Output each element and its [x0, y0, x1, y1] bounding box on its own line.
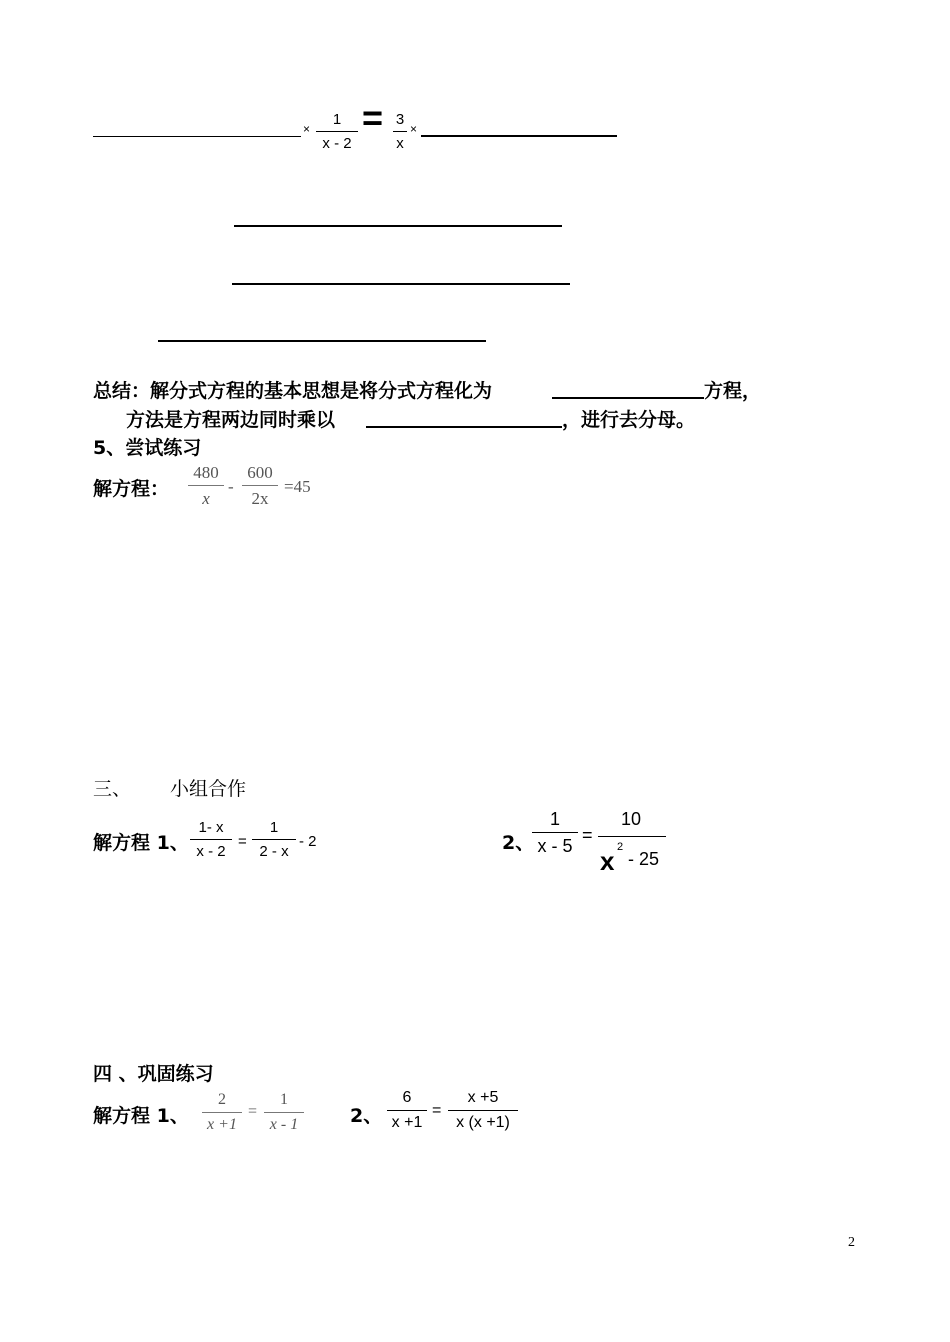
fraction-denominator: x - 2	[322, 135, 352, 152]
fraction-denominator: x	[202, 489, 210, 508]
fraction-numerator: 2	[218, 1091, 226, 1108]
equals-sign: =	[362, 97, 384, 138]
answer-blank-right[interactable]	[421, 135, 617, 137]
fraction-2-over-x-plus-1	[202, 1092, 242, 1133]
equals-sign: =	[248, 1103, 258, 1120]
times-sign: ×	[303, 122, 311, 136]
section-3-problem-2-label: 2、	[502, 832, 535, 854]
fraction-numerator: 6	[402, 1089, 412, 1106]
answer-blank-left[interactable]	[93, 136, 301, 137]
times-sign: ×	[410, 122, 418, 136]
fraction-denominator: x +1	[207, 1116, 237, 1133]
summary-text-1: 总结：解分式方程的基本思想是将分式方程化为	[93, 380, 493, 402]
fraction-numerator: 600	[247, 463, 273, 482]
fraction-bar	[190, 839, 232, 840]
section-5-label: 解方程：	[93, 478, 170, 500]
minus-2: - 2	[299, 833, 317, 850]
minus-sign: -	[228, 477, 234, 496]
equals-sign: =	[238, 833, 247, 850]
section-4-problem-2-label: 2、	[350, 1105, 383, 1127]
fraction-denominator: x	[396, 135, 404, 152]
denominator-x: x	[600, 846, 615, 876]
working-line-2[interactable]	[232, 283, 570, 285]
section-3-number: 三、	[93, 778, 132, 800]
section-3-problem-1-label: 解方程 1、	[93, 832, 189, 854]
fraction-1-over-x-minus-1	[264, 1092, 304, 1133]
summary-blank-2[interactable]	[366, 426, 562, 428]
fraction-denominator: 2x	[251, 489, 269, 508]
fraction-bar	[188, 485, 224, 486]
denominator-minus-25: - 25	[628, 849, 660, 869]
fraction-bar	[264, 1112, 304, 1113]
fraction-denominator: x - 1	[269, 1116, 299, 1133]
fraction-6-over-x-plus-1	[387, 1090, 427, 1131]
fraction-denominator: x - 5	[537, 836, 573, 856]
section-3-heading: 小组合作	[170, 778, 247, 800]
fraction-bar	[387, 1110, 427, 1111]
fraction-numerator: 480	[193, 463, 219, 482]
fraction-numerator: x +5	[467, 1089, 499, 1106]
fraction-1-over-x-minus-2	[316, 112, 358, 151]
fraction-denominator: x (x +1)	[456, 1114, 510, 1131]
fraction-numerator: 1- x	[198, 819, 224, 836]
fraction-numerator: 1	[280, 1091, 288, 1108]
summary-text-1-end: 方程，	[704, 380, 762, 402]
summary-text-2: 方法是方程两边同时乘以	[126, 409, 336, 431]
working-line-3[interactable]	[158, 340, 486, 342]
fraction-bar	[393, 131, 407, 132]
fraction-bar	[242, 485, 278, 486]
summary-text-2-end: ，进行去分母。	[562, 409, 696, 431]
section-4-heading: 四 、巩固练习	[93, 1063, 214, 1085]
fraction-bar	[598, 836, 666, 837]
page-number: 2	[848, 1235, 855, 1250]
fraction-bar	[448, 1110, 518, 1111]
fraction-600-over-2x	[242, 464, 278, 507]
fraction-denominator: x - 2	[196, 843, 226, 860]
equals-45: =45	[284, 477, 311, 496]
fraction-numerator: 3	[395, 111, 405, 128]
section-5-heading: 5、尝试练习	[93, 437, 202, 459]
fraction-numerator: 1	[269, 819, 279, 836]
fraction-1-minus-x-over-x-minus-2	[190, 820, 232, 859]
fraction-numerator: 1	[549, 809, 560, 829]
fraction-bar	[316, 131, 358, 132]
equals-sign: =	[582, 825, 593, 845]
fraction-numerator-10: 10	[621, 809, 642, 829]
fraction-numerator: 1	[332, 111, 342, 128]
fraction-bar	[252, 839, 296, 840]
fraction-bar	[532, 832, 578, 833]
fraction-bar	[202, 1112, 242, 1113]
fraction-1-over-2-minus-x	[252, 820, 296, 859]
working-line-1[interactable]	[234, 225, 562, 227]
section-4-problem-1-label: 解方程 1、	[93, 1105, 189, 1127]
equals-sign: =	[432, 1102, 442, 1119]
fraction-x-plus-5-over-x-times-x-plus-1	[448, 1090, 518, 1131]
exponent-2: 2	[617, 841, 624, 853]
summary-blank-1[interactable]	[552, 397, 704, 399]
fraction-480-over-x	[188, 464, 224, 507]
fraction-denominator: x +1	[391, 1114, 423, 1131]
fraction-3-over-x	[393, 112, 407, 151]
fraction-1-over-x-minus-5	[532, 810, 578, 855]
fraction-denominator: 2 - x	[259, 843, 289, 860]
